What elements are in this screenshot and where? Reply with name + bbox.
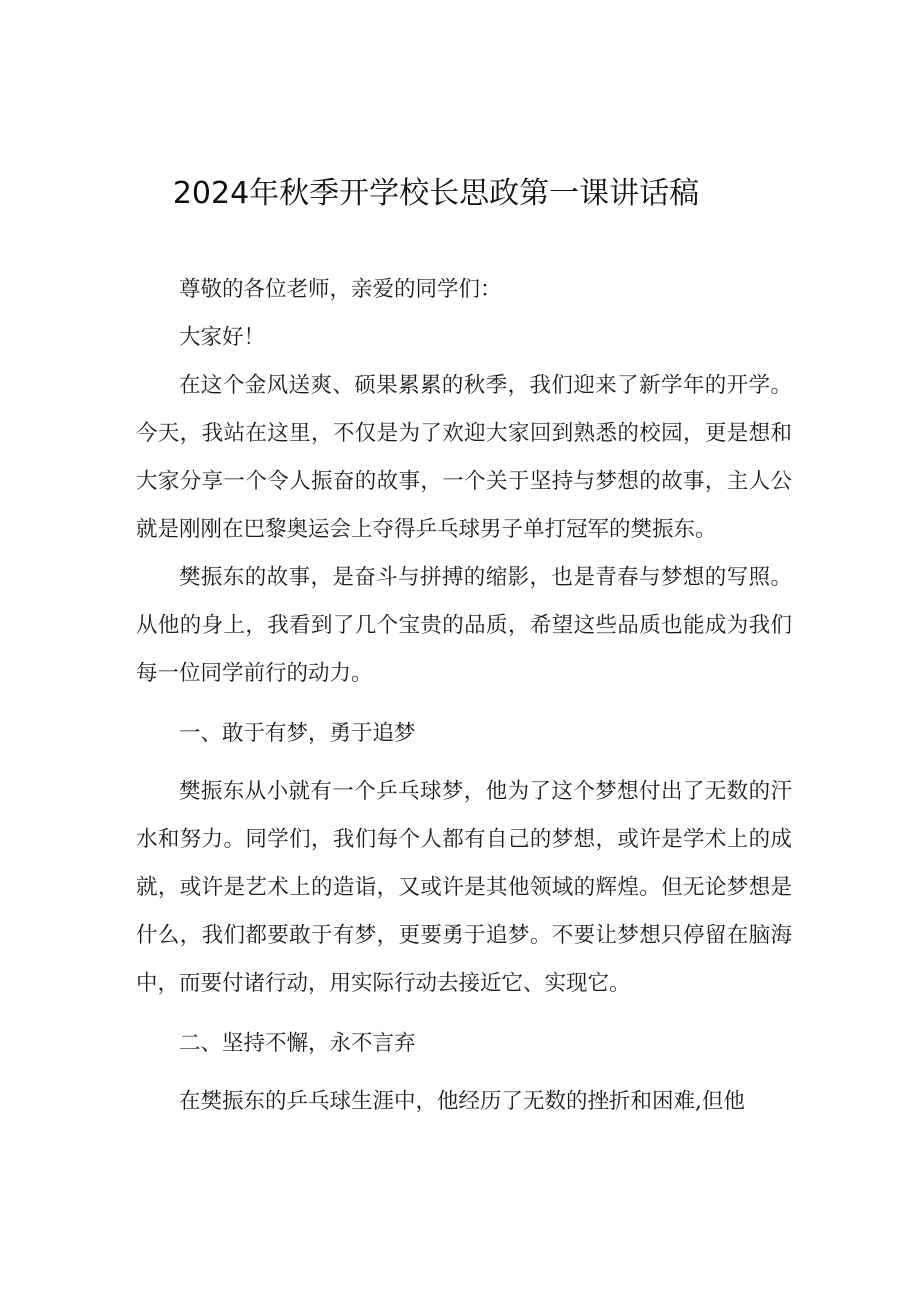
salutation: 尊敬的各位老师，亲爱的同学们：: [179, 277, 502, 302]
section-heading-2: 二、坚持不懈，永不言弃: [179, 1031, 416, 1056]
section-heading-1: 一、敢于有梦，勇于追梦: [179, 721, 416, 746]
section-text-1: 樊振东从小就有一个乒乓球梦，他为了这个梦想付出了无数的汗水和努力。同学们，我们每个人都有自己的梦想，或许是学术上的成就，或许是艺术上的造诣，又或许是其他领域的辉煌。但无论梦想是什么，我们都要敢于有梦，更要勇于追梦。不要让梦想只停留在脑海中，而要付诸行动，用实际行动去接近它、实现它。: [136, 779, 792, 996]
paragraph-intro: 在这个金风送爽、硕果累累的秋季，我们迎来了新学年的开学。今天，我站在这里，不仅是为了欢迎大家回到熟悉的校园，更是想和大家分享一个令人振奋的故事，一个关于坚持与梦想的故事，主人公就是刚刚在巴黎奥运会上夺得乒乓球男子单打冠军的樊振东。: [136, 373, 792, 542]
document-body: [136, 266, 792, 1126]
document-title: 2024年秋季开学校长思政第一课讲话稿: [172, 176, 700, 211]
paragraph-qualities: 樊振东的故事，是奋斗与拼搏的缩影，也是青春与梦想的写照。从他的身上，我看到了几个宝贵的品质，希望这些品质也能成为我们每一位同学前行的动力。: [136, 565, 792, 686]
section-text-2: 在樊振东的乒乓球生涯中，他经历了无数的挫折和困难,但他: [179, 1089, 745, 1114]
greeting: 大家好！: [179, 325, 266, 350]
